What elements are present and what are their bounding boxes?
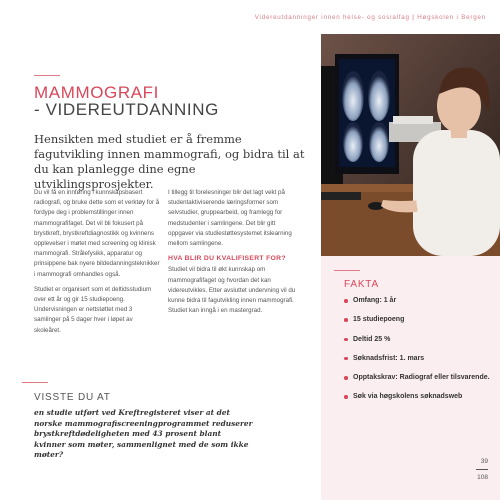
title-rule <box>34 75 60 76</box>
header-separator: | <box>412 14 415 21</box>
header-section: Videreutdanninger innen helse- og sosialfag <box>254 14 410 21</box>
did-you-know-rule <box>22 382 48 383</box>
page-number-top: 39 <box>480 458 488 465</box>
body-paragraph: Studiet vil bidra til økt kunnskap om mammografifaget og hvordan det kan videreutvikles. Etter avsluttet undervning vil du kunne bidra til fagutvikling innen mammografi. Studiet kan inngå i en mastergrad. <box>168 266 296 315</box>
facts-rule <box>334 270 360 271</box>
section-subheading: HVA BLIR DU KVALIFISERT FOR? <box>168 255 286 263</box>
did-you-know-text: en studie utført ved Kreftregisteret viser at det norske mammografiscreeningprogrammet reduserer brystkreftdødeligheten med 43 prosent blant kvinner som møter, sammenlignet med de som ikke møter? <box>34 408 253 460</box>
did-you-know-title: VISSTE DU AT <box>34 392 111 403</box>
lead-paragraph: Hensikten med studiet er å fremme fagutvikling innen mammografi, og bidra til at du kan planlegge dine egne utviklingsprosjekter. <box>34 132 305 191</box>
page-numbers <box>474 455 488 484</box>
title-line-1: MAMMOGRAFI <box>34 83 159 102</box>
facts-item: Omfang: 1 år <box>344 296 494 306</box>
facts-item: 15 studiepoeng <box>344 315 494 325</box>
photo-illustration <box>321 34 500 256</box>
running-header <box>255 14 486 21</box>
facts-title: FAKTA <box>344 279 379 290</box>
title-line-2: - VIDEREUTDANNING <box>34 100 219 119</box>
body-paragraph: I tillegg til forelesninger blir det lagt vekt på studentaktiviserende læringsformer som selvstudier, gruppearbeid, og framlegg for medstudenter i samlingene. Det blir gitt oppgaver via studiestøttesystemet itslearning mellom samlingene. <box>168 189 292 248</box>
facts-item: Søknadsfrist: 1. mars <box>344 354 494 364</box>
page-title <box>34 84 219 118</box>
facts-item: Opptakskrav: Radiograf eller tilsvarende. <box>344 373 494 383</box>
facts-item: Deltid 25 % <box>344 335 494 345</box>
facts-item: Søk via høgskolens søknadsweb <box>344 392 494 402</box>
header-publisher: Høgskolen i Bergen <box>417 14 486 21</box>
facts-list <box>344 296 494 412</box>
page-number-bottom: 108 <box>477 474 488 481</box>
body-column-2 <box>168 188 296 321</box>
body-paragraph: Studiet er organisert som et deltidsstudium over ett år og gir 15 studiepoeng. Undervisningen er nettstøttet med 3 samlinger på 5 dager hver i løpet av skoleåret. <box>34 285 152 334</box>
body-column-1 <box>34 188 160 341</box>
page-number-divider <box>476 469 488 470</box>
photo-mammography-workstation <box>321 34 500 256</box>
body-paragraph: Du vil få en innføring i kunnskapsbasert radiografi, og bruke dette som et verktøy for å fordype deg i problemstillinger innen mammografifaget. Det vil bli fokusert på brystkreft, brystkreftdiagnostikk og kvinnens opplevelser i møtet med screening og klinisk mammografi. Strålefysikk, apparatur og prinsippene bak nyere bildedanningsteknikker i mammografi omhandles også. <box>34 189 160 278</box>
